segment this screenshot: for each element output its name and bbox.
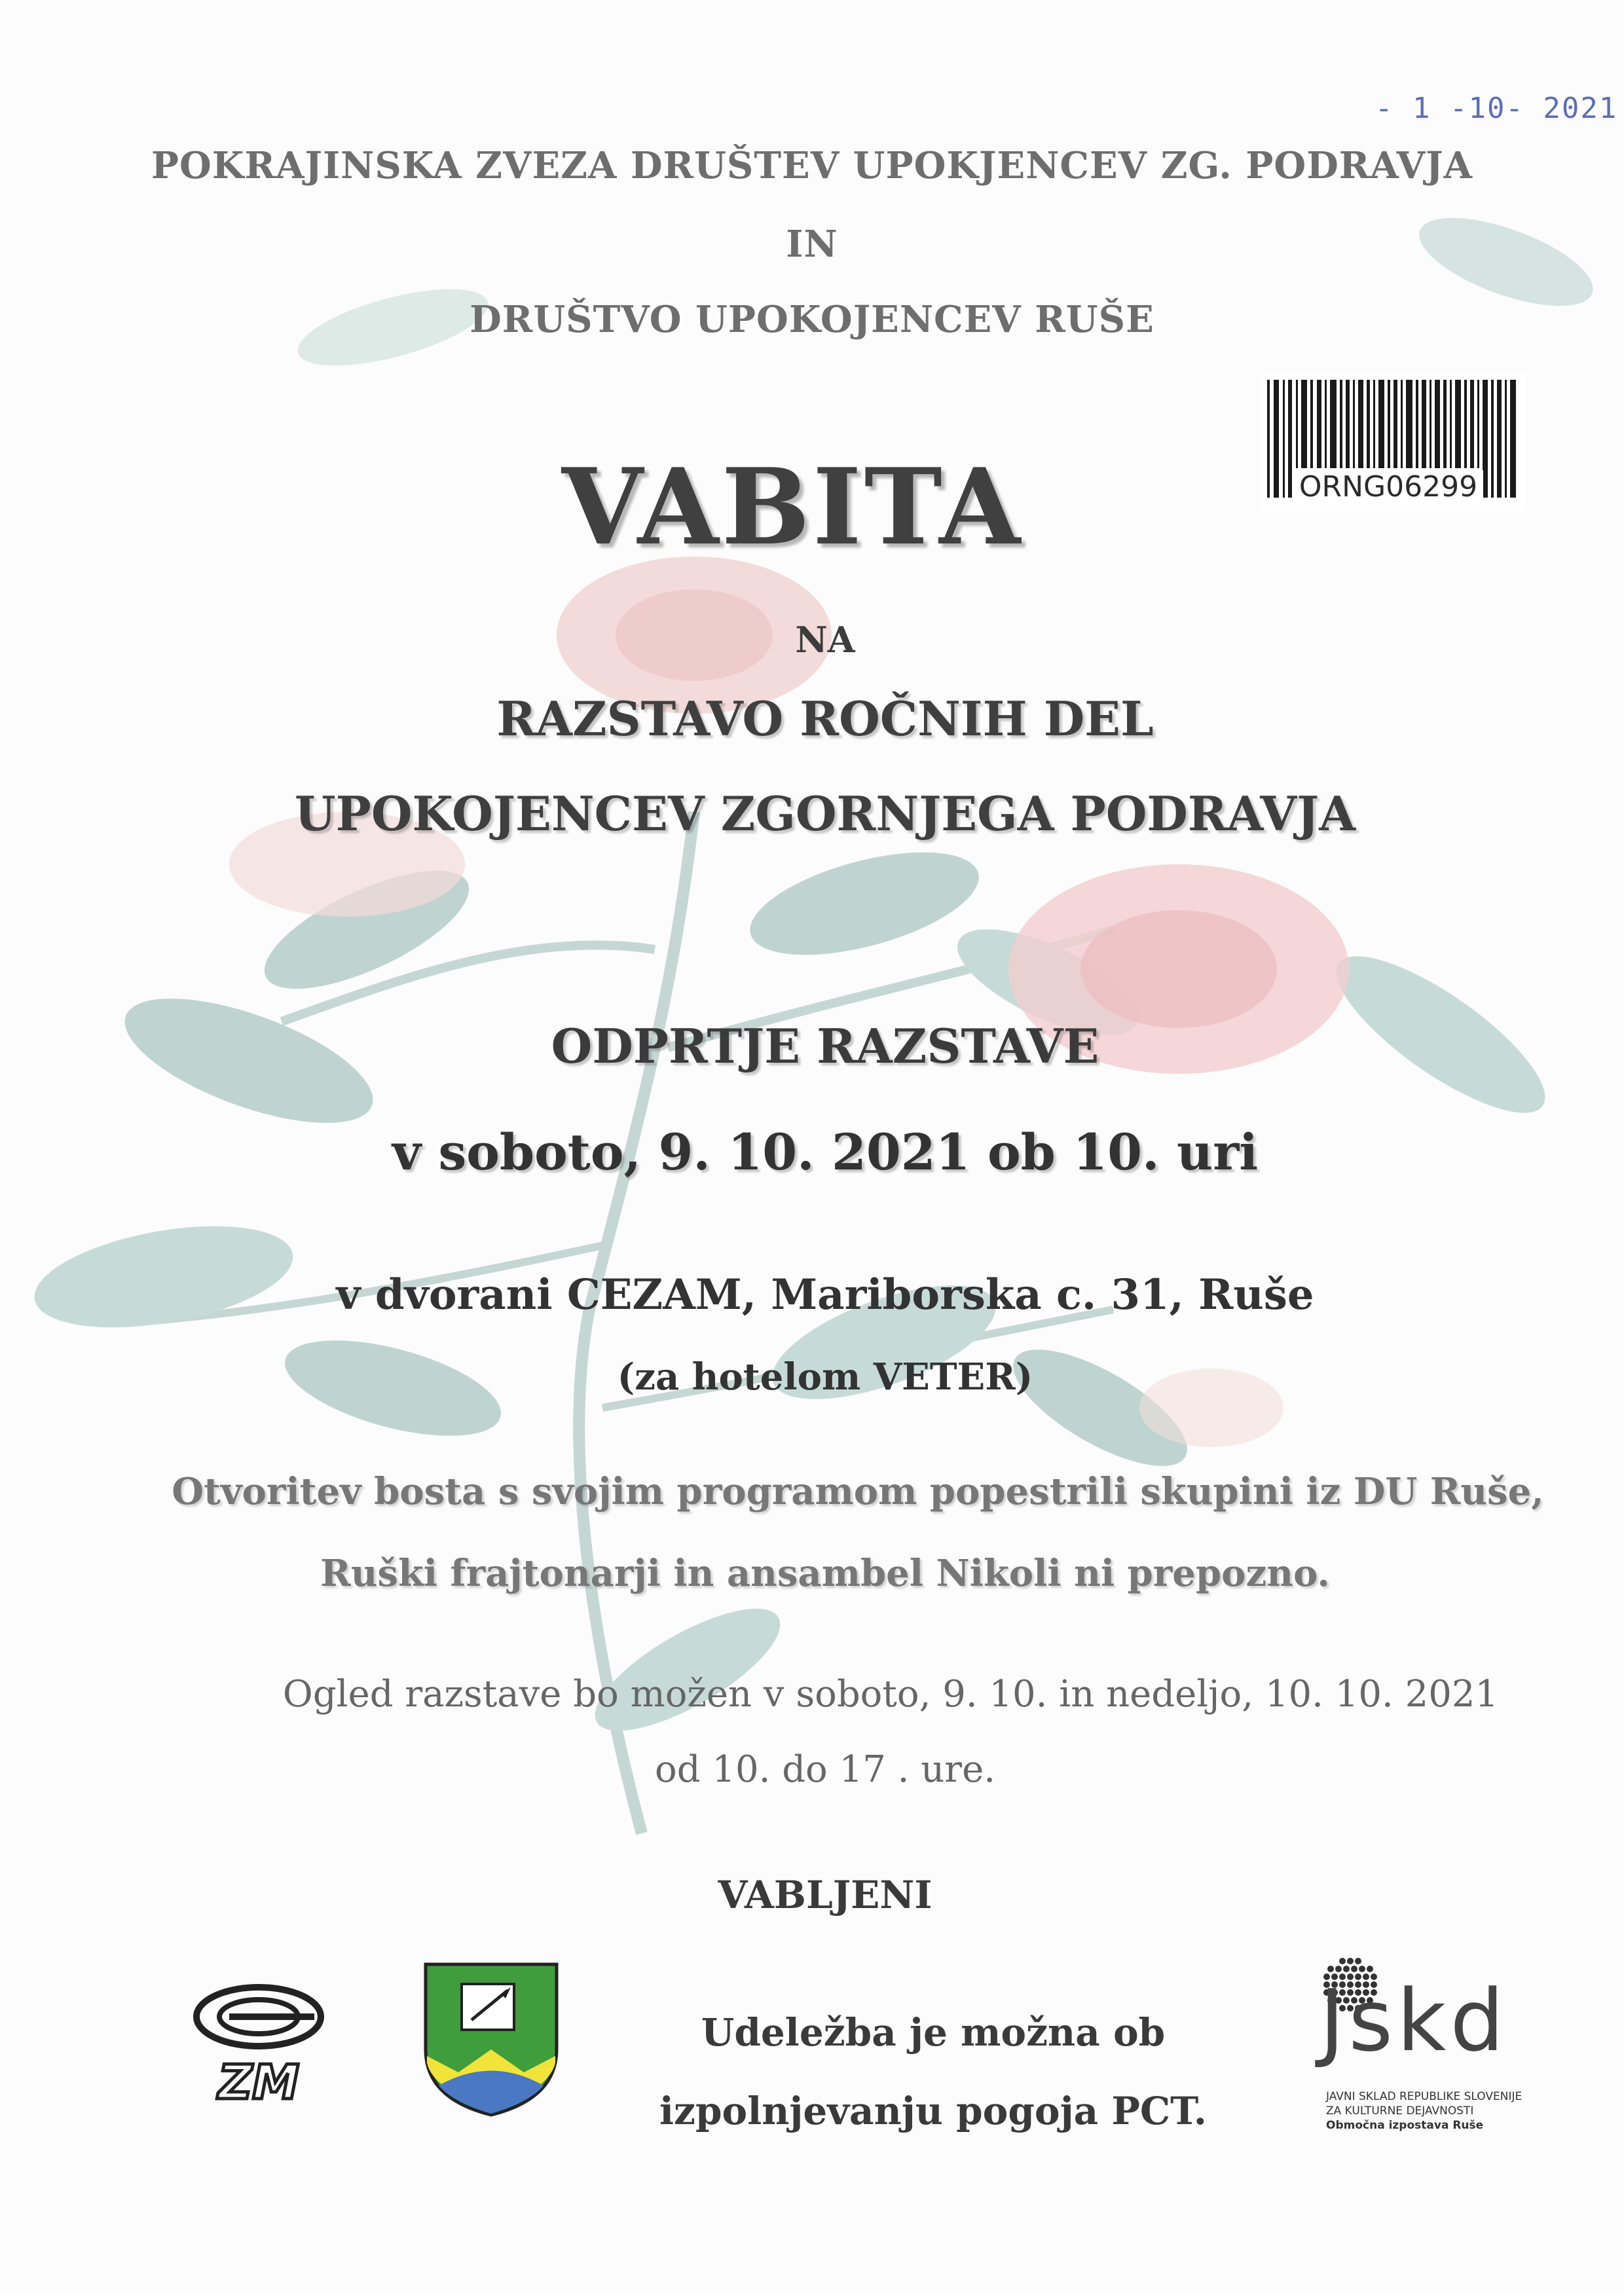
municipality-coat-of-arms-icon xyxy=(419,1958,563,2121)
exhibition-name-line2: UPOKOJENCEV ZGORNJEGA PODRAVJA xyxy=(294,786,1356,841)
received-date-stamp: - 1 -10- 2021 xyxy=(1375,92,1618,125)
jskd-name-line1: JAVNI SKLAD REPUBLIKE SLOVENIJE xyxy=(1326,2090,1522,2103)
pct-condition-line1: Udeležba je možna ob xyxy=(701,2010,1166,2055)
viewing-dates: Ogled razstave bo možen v soboto, 9. 10. in nedeljo, 10. 10. 2021 xyxy=(282,1673,1499,1716)
viewing-hours: od 10. do 17 . ure. xyxy=(654,1748,996,1791)
opening-datetime: v soboto, 9. 10. 2021 ob 10. uri xyxy=(392,1123,1259,1181)
organizer-local-society: DRUŠTVO UPOKOJENCEV RUŠE xyxy=(470,298,1154,341)
pct-condition-line2: izpolnjevanju pogoja PCT. xyxy=(659,2089,1207,2133)
title-preposition: NA xyxy=(795,619,855,661)
invited-closing: VABLJENI xyxy=(718,1873,932,1917)
venue-address: v dvorani CEZAM, Mariborska c. 31, Ruše xyxy=(336,1270,1314,1319)
zm-logo-text: ZM xyxy=(218,2055,299,2108)
barcode-number: ORNG06299 xyxy=(1293,470,1483,504)
venue-landmark-note: (za hotelom VETER) xyxy=(617,1355,1033,1399)
zm-logo-icon xyxy=(183,1977,334,2108)
organizer-regional-union: POKRAJINSKA ZVEZA DRUŠTEV UPOKJENCEV ZG. PODRAVJA xyxy=(151,144,1473,187)
jskd-branch-office: Območna izpostava Ruše xyxy=(1326,2119,1484,2132)
exhibition-name-line1: RAZSTAVO ROČNIH DEL xyxy=(496,691,1154,746)
invitation-title: VABITA xyxy=(561,445,1024,568)
program-description-line1: Otvoritev bosta s svojim programom popestrili skupini iz DU Ruše, xyxy=(172,1470,1544,1513)
organizer-conjunction: IN xyxy=(786,223,838,266)
jskd-name-line2: ZA KULTURNE DEJAVNOSTI xyxy=(1326,2104,1474,2118)
jskd-logo-wordmark: Jskd xyxy=(1320,1971,1508,2070)
opening-heading: ODPRTJE RAZSTAVE xyxy=(551,1018,1099,1074)
program-description-line2: Ruški frajtonarji in ansambel Nikoli ni prepozno. xyxy=(320,1552,1330,1595)
